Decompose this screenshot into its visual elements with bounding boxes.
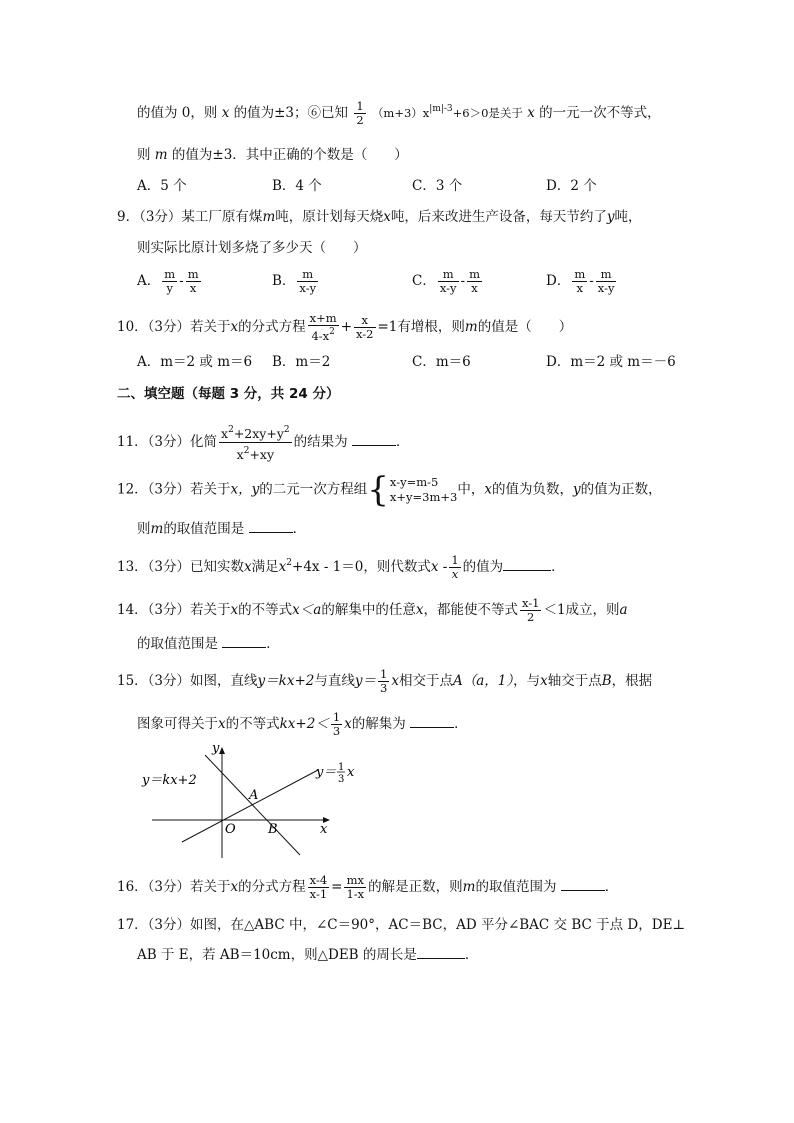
text: +4x - 1＝0，则代数式	[292, 559, 431, 575]
frac-num: m	[438, 268, 459, 282]
term: x	[221, 426, 229, 441]
frac-den: x-2	[356, 327, 374, 341]
text: =1有增根，则	[377, 319, 465, 335]
q10-option-c[interactable]: C．m＝6	[412, 354, 471, 370]
var-x: x	[278, 559, 287, 575]
text: 吨，原计划每天烧	[275, 209, 384, 225]
q17-line2	[137, 946, 478, 964]
frac-den: x	[471, 281, 478, 295]
var-x: x	[484, 481, 492, 498]
text: 的二元一次方程组	[259, 481, 368, 498]
frac-den: 3	[332, 724, 341, 738]
expr: x -	[430, 559, 448, 575]
answer-blank[interactable]	[410, 715, 454, 728]
text: ．	[551, 559, 565, 575]
y-axis-arrow-icon	[219, 747, 225, 754]
frac-num: x-4	[309, 873, 328, 887]
q10-stem	[117, 312, 572, 343]
q10-option-d[interactable]: D．m＝2 或 m＝－6	[546, 354, 676, 370]
label-line2-num: 1	[338, 762, 345, 773]
frac-den: 2	[356, 113, 364, 127]
text: 12．（3分）若关于	[117, 481, 231, 498]
text: ．	[292, 521, 307, 537]
text: ．	[464, 947, 479, 963]
exponent: 2	[286, 558, 293, 568]
frac-den: x-y	[597, 281, 615, 295]
frac-den: x-y	[299, 281, 317, 295]
text: ．	[454, 716, 468, 732]
q14-line2	[137, 635, 280, 653]
q8-line2	[137, 146, 408, 164]
text: 10．（3分）若关于	[117, 319, 231, 335]
answer-blank[interactable]	[561, 878, 605, 891]
operator: =	[331, 879, 343, 895]
text: ，与	[513, 673, 541, 689]
text: 15．（3分）如图，直线	[117, 673, 258, 689]
axis-label-x: x	[320, 822, 328, 837]
frac-num: m	[469, 267, 480, 281]
term: x	[236, 447, 244, 462]
q12-stem	[117, 470, 662, 510]
frac-num: mx	[344, 874, 366, 888]
frac-num: m	[187, 267, 199, 281]
var-m: m	[462, 879, 476, 895]
text: ．	[395, 434, 410, 450]
var-x: x	[415, 602, 424, 618]
q15-figure	[140, 740, 355, 865]
frac-den: x-1	[309, 887, 328, 901]
text: 的解集为	[351, 716, 406, 732]
vars-xy: x，y	[230, 481, 260, 498]
var-m: m	[150, 521, 164, 537]
var-x: x	[344, 716, 352, 732]
q10-option-b[interactable]: B．m＝2	[272, 354, 331, 370]
text: 吨，后来改进生产设备，每天节约了	[390, 209, 607, 225]
frac-den	[308, 326, 339, 343]
frac-den: 3	[380, 681, 388, 695]
q17-line1: 17．（3分）如图，在△ABC 中，∠C＝90°，AC＝BC，AD 平分∠BAC 交 BC 于点 D，DE⊥	[117, 917, 686, 933]
q11-stem	[117, 422, 409, 463]
q9-option-d[interactable]	[546, 268, 618, 295]
system-brace: {	[367, 470, 389, 510]
text: ．	[266, 636, 280, 652]
text: 的取值范围为	[475, 879, 557, 895]
q9-line2: 则实际比原计划多烧了多少天（ ）	[137, 240, 367, 256]
frac-den: y	[166, 281, 173, 295]
operator: -	[179, 273, 184, 289]
q16-stem	[117, 874, 618, 901]
text: 14．（3分）若关于	[117, 602, 231, 618]
equation: y＝kx+2	[257, 673, 315, 689]
var-y: y	[572, 481, 581, 498]
frac-num: 1	[380, 667, 388, 681]
inequality: kx+2＜	[279, 716, 329, 732]
var-x: x	[527, 105, 535, 121]
label-line1: y＝kx+2	[142, 773, 197, 788]
text: 图象可得关于	[137, 716, 218, 732]
var-x: x	[230, 879, 239, 895]
answer-blank[interactable]	[417, 946, 465, 959]
den-base: 4-x	[311, 329, 330, 343]
text: 的结果为	[293, 434, 348, 450]
exponent: 2	[329, 327, 335, 337]
text: 的值为±3；⑥已知	[233, 105, 349, 121]
var-a: a	[619, 602, 628, 618]
var-x: x	[391, 673, 399, 689]
text: 的一元一次不等式，	[539, 105, 661, 121]
option-label: B．	[272, 273, 296, 289]
frac-den: x	[576, 281, 584, 295]
q8-option-b[interactable]: B．4 个	[272, 178, 322, 194]
q10-option-a[interactable]: A．m＝2 或 m＝6	[137, 354, 253, 370]
frac-num: 1	[332, 710, 341, 724]
q8-line1	[137, 100, 661, 127]
text: 的值是（ ）	[477, 319, 573, 335]
point-a-label: A	[249, 788, 259, 803]
var-x: x	[383, 209, 391, 225]
text: 中，	[457, 481, 485, 498]
var-x: x	[218, 716, 226, 732]
section-title: 二、填空题（每题 3 分，共 24 分）	[117, 386, 340, 402]
frac-den: x	[189, 281, 197, 295]
frac-den: 2	[527, 610, 535, 624]
text: 9．（3分）某工厂原有煤	[117, 209, 263, 225]
text: 的值为正数，	[580, 481, 662, 498]
text: 则	[137, 147, 151, 163]
label-line2-x: x	[347, 765, 355, 780]
term: +2xy+y	[233, 426, 284, 441]
expr: +6＞0是关于	[452, 106, 523, 120]
frac-num	[219, 422, 292, 443]
text: 的值为负数，	[491, 481, 573, 498]
text: 11．（3分）化简	[117, 434, 218, 450]
frac-den: 1-x	[346, 887, 365, 901]
exponent: 2	[243, 446, 250, 456]
frac-den: x	[451, 567, 459, 581]
q8-option-d[interactable]: D．2 个	[546, 178, 597, 194]
label-line2-prefix: y＝	[316, 765, 337, 780]
text: 13．（3分）已知实数	[117, 559, 245, 575]
operator: -	[589, 273, 594, 289]
text: 的值为 0，则	[137, 105, 218, 121]
frac-num: x	[354, 314, 376, 328]
q13-stem	[117, 554, 565, 581]
inequality: x＜a	[292, 602, 322, 618]
point-b: B	[601, 673, 612, 689]
text: 轴交于点	[547, 673, 602, 689]
q14-stem	[117, 597, 628, 624]
option-label: D．	[546, 273, 571, 289]
frac-num: m	[574, 267, 586, 281]
equation: y＝	[354, 673, 376, 689]
term: +xy	[249, 447, 275, 462]
var-x: x	[230, 602, 239, 618]
frac-num: m	[164, 267, 176, 281]
var-x: x	[244, 559, 252, 575]
var-x: x	[540, 673, 548, 689]
line-one-third-x	[182, 770, 318, 842]
point-b-label: B	[268, 822, 278, 837]
operator: +	[340, 319, 352, 335]
option-label: A．	[137, 273, 161, 289]
q9-option-a[interactable]	[137, 268, 203, 295]
label-line2-den: 3	[338, 774, 345, 785]
expr: （m+3）x	[371, 106, 430, 120]
text: ，根据	[611, 673, 653, 689]
text: 则	[137, 521, 151, 537]
q8-option-a[interactable]: A．5 个	[137, 178, 187, 194]
exponent: 2	[283, 425, 290, 435]
var-m: m	[464, 319, 478, 335]
equation-2: x+y=3m+3	[389, 490, 458, 504]
option-label: C．	[412, 273, 436, 289]
q9-option-c[interactable]	[412, 268, 484, 295]
text: 相交于点	[398, 673, 453, 689]
frac-num: 1	[451, 553, 459, 567]
q9-option-b[interactable]	[272, 268, 320, 295]
point-a: A（a，1）	[452, 673, 514, 689]
text: 的分式方程	[238, 879, 306, 895]
frac-num: m	[596, 268, 617, 282]
text: 的值为±3．其中正确的个数是（ ）	[171, 147, 408, 163]
fraction-half	[354, 100, 365, 127]
text: AB 于 E，若 AB＝10cm，则△DEB 的周长是	[137, 947, 417, 963]
var-x: x	[221, 105, 230, 121]
answer-blank[interactable]	[503, 558, 551, 571]
text: ＜1成立，则	[543, 602, 620, 618]
var-m: m	[262, 209, 276, 225]
answer-blank[interactable]	[249, 520, 293, 533]
axis-label-y: y	[212, 741, 220, 756]
frac-num: x-1	[521, 596, 540, 610]
text: 的不等式	[225, 716, 280, 732]
var-y: y	[606, 209, 615, 225]
equation-system	[390, 475, 457, 505]
answer-blank[interactable]	[222, 635, 266, 648]
text: 与直线	[314, 673, 355, 689]
frac-den	[219, 443, 292, 463]
var-x: x	[230, 319, 239, 335]
q15-line2	[137, 711, 468, 738]
equation-1: x-y=m-5	[389, 475, 439, 489]
answer-blank[interactable]	[352, 433, 396, 446]
operator: -	[460, 273, 466, 289]
var-m: m	[154, 147, 168, 163]
frac-num: m	[297, 268, 318, 282]
origin-label: O	[225, 822, 236, 837]
text: 的解集中的任意	[321, 602, 416, 618]
text: ．	[604, 879, 619, 895]
q8-option-c[interactable]: C．3 个	[412, 178, 463, 194]
exponent: 2	[228, 425, 234, 435]
text: 的不等式	[238, 602, 293, 618]
text: 的分式方程	[238, 319, 306, 335]
text: 的取值范围是	[163, 521, 245, 537]
text: 吨，	[614, 209, 642, 225]
q15-stem	[117, 668, 652, 695]
text: 16．（3分）若关于	[117, 879, 231, 895]
text: 的解是正数，则	[368, 879, 463, 895]
text: 满足	[251, 559, 279, 575]
q9-stem	[117, 208, 642, 226]
frac-num: 1	[356, 99, 364, 113]
frac-num: x+m	[309, 311, 337, 325]
text: ，都能使不等式	[423, 602, 518, 618]
exponent: |m|-3	[429, 104, 453, 114]
q12-line2	[137, 520, 306, 538]
text: 的取值范围是	[137, 636, 218, 652]
frac-den: x-y	[439, 281, 457, 295]
text: 的值为	[462, 559, 504, 575]
